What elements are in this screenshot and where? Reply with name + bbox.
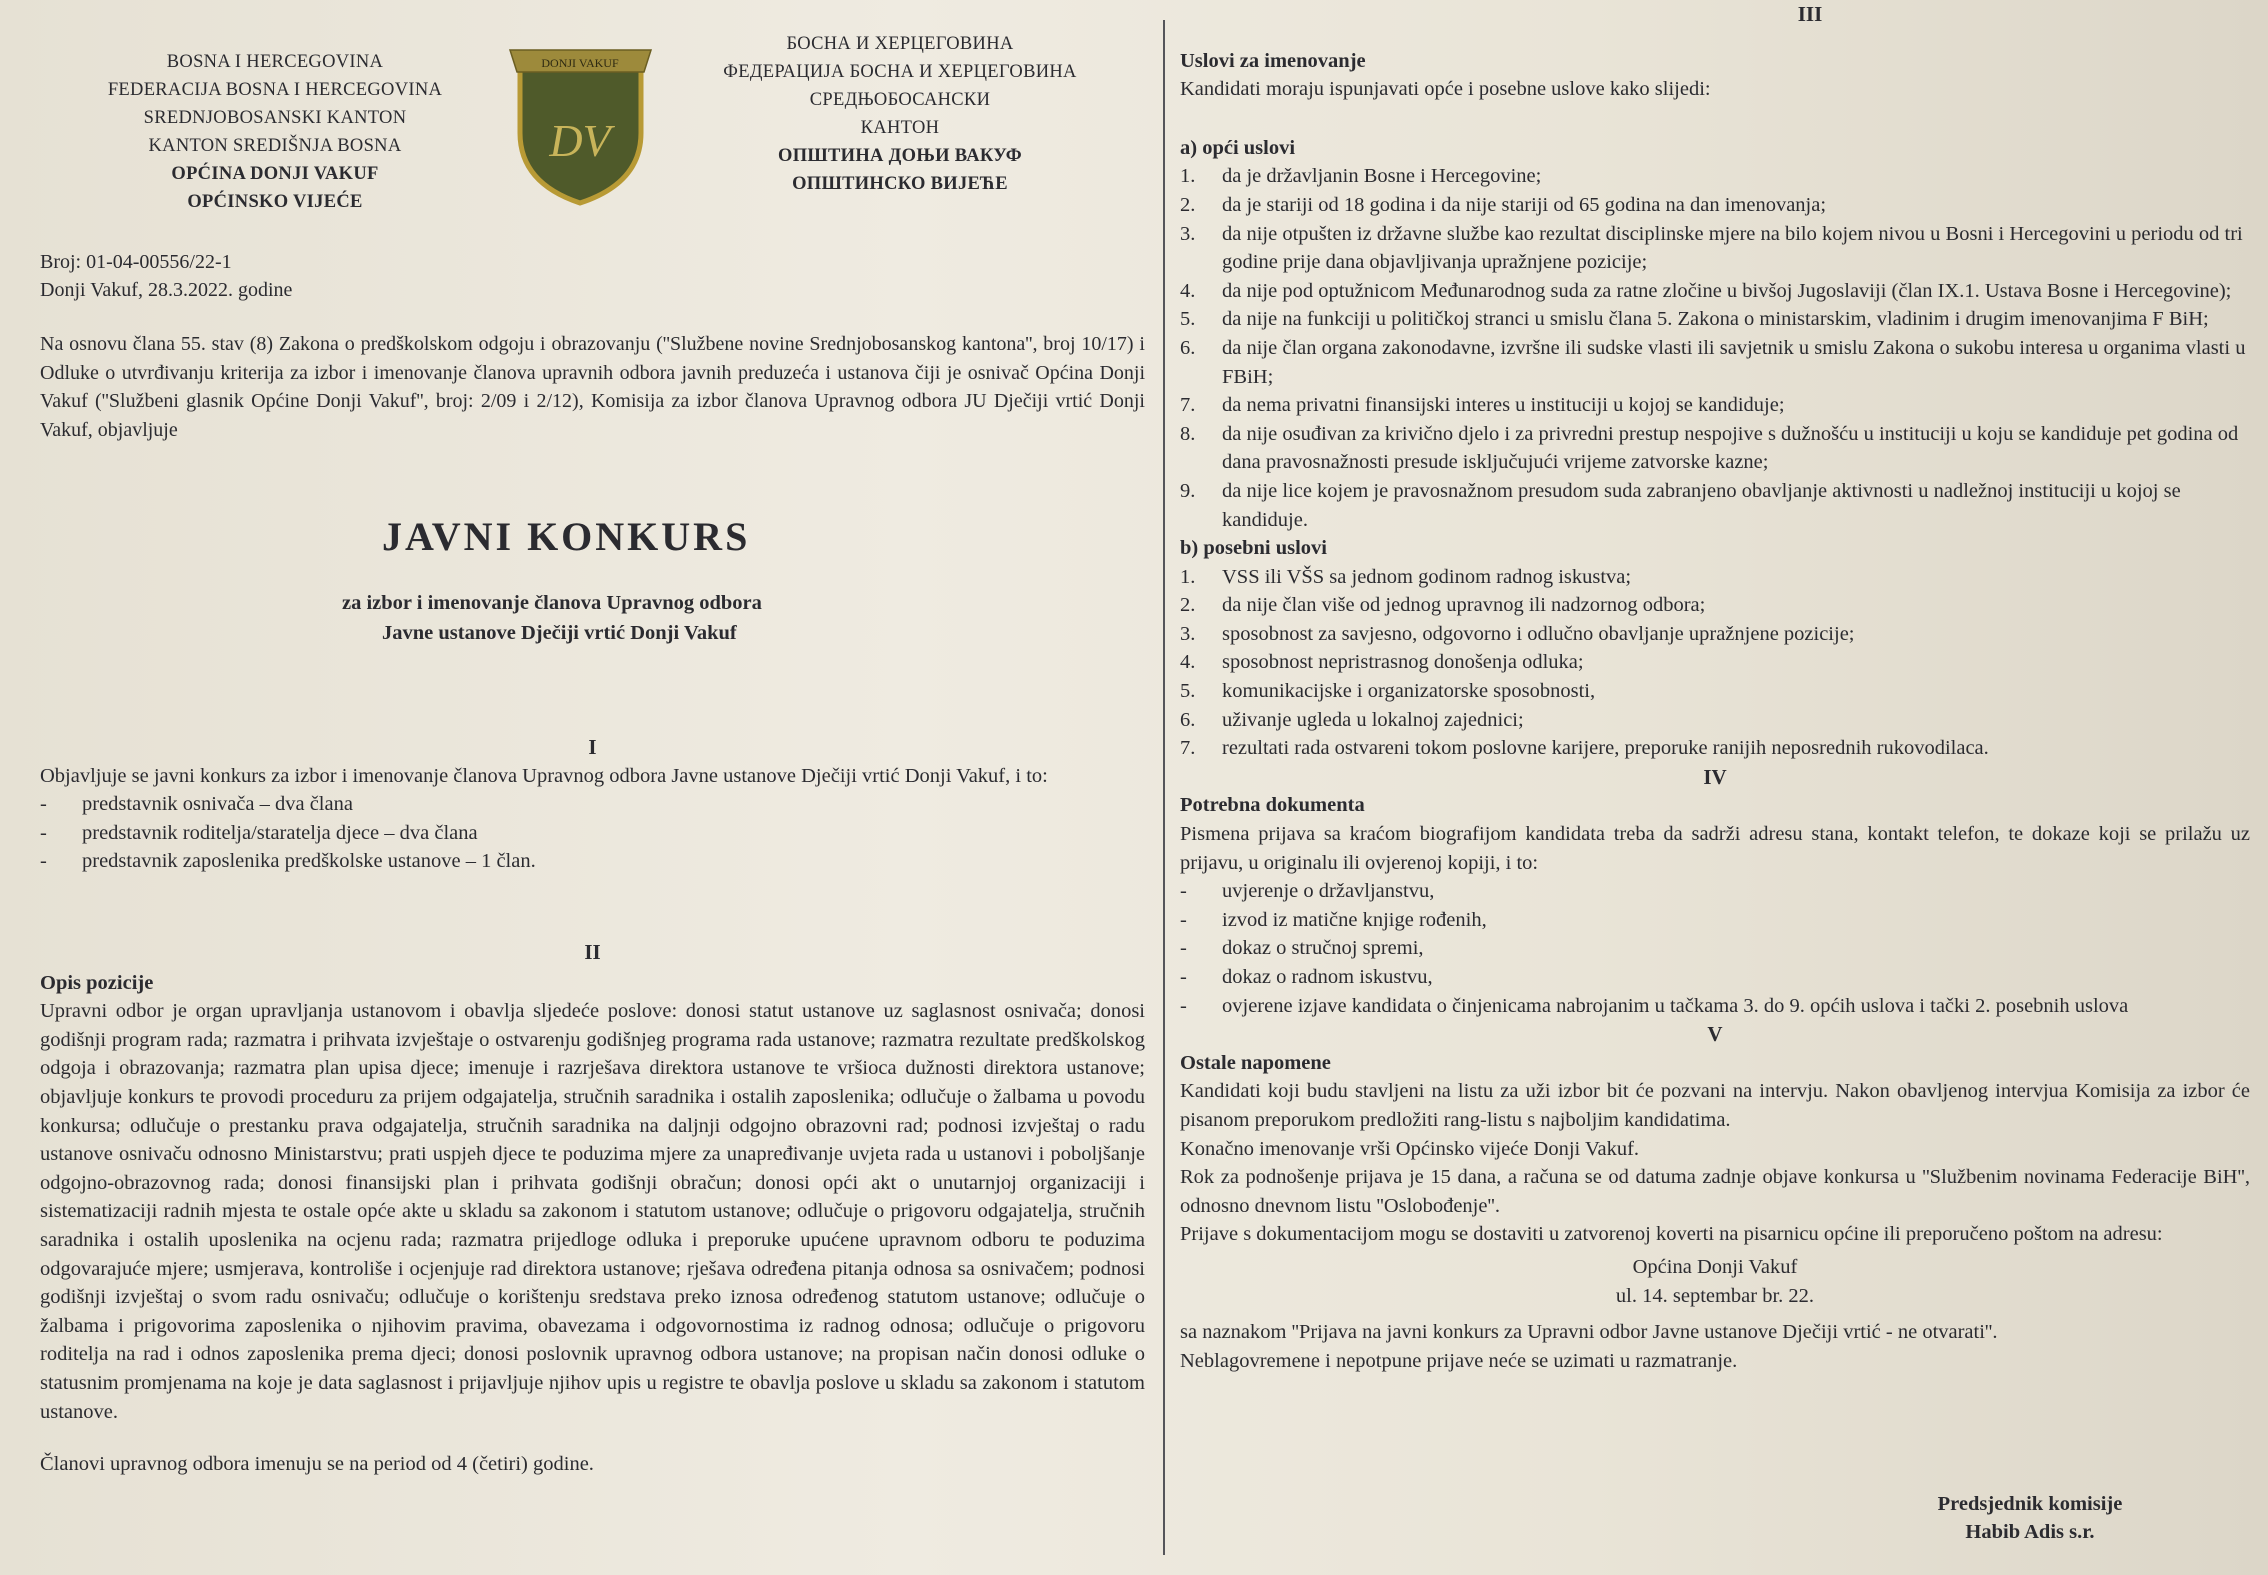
right-column — [1180, 0, 2250, 1375]
label-note: sa naznakom ''Prijava na javni konkurs za Upravni odbor Javne ustanove Dječiji vrtić - ne otvarati''. — [1180, 1321, 1998, 1344]
list-item: 1. da je državljanin Bosne i Hercegovine; — [1180, 165, 1542, 188]
list-item: 8. da nije osuđivan za krivično djelo i za privredni prestup nespojive s dužnošću u instituciji u koju se kandiduje pet godina od dana pravosnažnosti presude isključujući vrijeme zatvorske kazne; — [1180, 422, 2239, 474]
header-latin-line: SREDNJOBOSANSKI KANTON — [143, 108, 407, 128]
section-5-heading: Ostale napomene — [1180, 1051, 1331, 1074]
list-item: 5. komunikacijske i organizatorske sposobnosti, — [1180, 680, 1596, 703]
list-item: 7. da nema privatni finansijski interes u instituciji u kojoj se kandiduje; — [1180, 394, 1785, 417]
list-item: - predstavnik roditelja/staratelja djece – dva člana — [40, 819, 1145, 848]
header-latin-line: FEDERACIJA BOSNA I HERCEGOVINA — [107, 80, 443, 100]
signature-role: Predsjednik komisije — [1937, 1493, 2123, 1515]
list-item: - predstavnik zaposlenika predškolske ustanove – 1 član. — [40, 847, 1145, 876]
crest-banner-text: DONJI VAKUF — [541, 56, 619, 70]
list-item: - ovjerene izjave kandidata o činjenicama nabrojanim u tačkama 3. do 9. općih uslova i tački 2. posebnih uslova — [1180, 992, 2250, 1021]
list-item: 1. VSS ili VŠS sa jednom godinom radnog iskustva; — [1180, 565, 1632, 588]
document-meta — [40, 248, 640, 304]
subtitle-line: za izbor i imenovanje članova Upravnog odbora — [342, 592, 762, 614]
document-number: Broj: 01-04-00556/22-1 — [40, 251, 232, 273]
address-line: ul. 14. septembar br. 22. — [1615, 1284, 1815, 1307]
notes-paragraph: Kandidati koji budu stavljeni na listu za uži izbor bit će pozvani na intervju. Nakon obavljenog intervjua Komisija za izbor će pisanom preporukom predložiti rang-listu s najboljim kandidatima. — [1180, 1080, 2250, 1131]
section-4-text: Pismena prijava sa kraćom biografijom kandidata treba da sadrži adresu stana, kontakt telefon, te dokaze koji se prilažu uz prijavu, u originalu ili ovjerenoj kopiji, i to: — [1180, 823, 2250, 874]
documents-list — [1180, 877, 2250, 1020]
header-latin-line: BOSNA I HERCEGOVINA — [166, 52, 384, 72]
list-item: - izvod iz matične knjige rođenih, — [1180, 906, 2250, 935]
header-cyrillic-line: КАНТОН — [860, 118, 940, 138]
intro-paragraph: Na osnovu člana 55. stav (8) Zakona o predškolskom odgoju i obrazovanju (''Službene novine Srednjobosanskog kantona'', broj 10/17) i Odluke o utvrđivanju kriterija za izbor i imenovanje članova upravnih odbora javnih preduzeća i ustanova čiji je osnivač Općina Donji Vakuf (''Službeni glasnik Općine Donji Vakuf'', broj: 2/09 i 2/12), Komisija za izbor članova Upravnog odbora JU Dječiji vrtić Donji Vakuf, objavljuje — [40, 333, 1145, 441]
list-item: 6. uživanje ugleda u lokalnoj zajednici; — [1180, 708, 1524, 731]
list-item: - dokaz o radnom iskustvu, — [1180, 963, 2250, 992]
section-4-heading: Potrebna dokumenta — [1180, 794, 1365, 817]
list-item: 3. da nije otpušten iz državne službe kao rezultat disciplinske mjere na bilo kojem nivou u Bosni i Hercegovini u periodu od tri godine prije dana objavljivanja upražnjene pozicije; — [1180, 222, 2243, 274]
special-conditions-list — [1180, 563, 2250, 763]
header-cyrillic-line: БОСНА И ХЕРЦЕГОВИНА — [786, 34, 1014, 54]
list-item: 4. da nije pod optužnicom Međunarodnog suda za ratne zločine u bivšoj Jugoslaviji (član IX.1. Ustava Bosne i Hercegovine); — [1180, 279, 2232, 302]
section-1 — [40, 733, 1145, 876]
list-item: 2. da je stariji od 18 godina i da nije stariji od 65 godina na dan imenovanja; — [1180, 193, 1827, 216]
list-item: - dokaz o stručnoj spremi, — [1180, 934, 2250, 963]
special-conditions-heading: b) posebni uslovi — [1180, 537, 1327, 560]
list-item: 4. sposobnost nepristrasnog donošenja odluka; — [1180, 651, 1584, 674]
section-3-heading: Uslovi za imenovanje — [1180, 49, 1366, 72]
section-number: III — [1797, 2, 1823, 26]
header-latin-line: KANTON SREDIŠNJA BOSNA — [148, 136, 402, 156]
header-latin-line: OPĆINSKO VIJEĆE — [187, 192, 363, 212]
list-item: 6. da nije član organa zakonodavne, izvršne ili sudske vlasti ili savjetnik u smislu Zakona o sukobu interesa u organima vlasti u FBiH; — [1180, 336, 2246, 388]
section-number: V — [1707, 1022, 1723, 1047]
section-1-text: Objavljuje se javni konkurs za izbor i imenovanje članova Upravnog odbora Javne ustanove Dječiji vrtić Donji Vakuf, i to: — [40, 764, 1048, 787]
list-item: - predstavnik osnivača – dva člana — [40, 790, 1145, 819]
list-item: - uvjerenje o državljanstvu, — [1180, 877, 2250, 906]
header-latin — [75, 48, 475, 216]
list-item: 9. da nije lice kojem je pravosnažnom presudom suda zabranjeno obavljanje aktivnosti u nadležnoj instituciji u kojoj se kandiduje. — [1180, 479, 2181, 531]
section-2 — [40, 938, 1145, 1479]
final-note: Neblagovremene i nepotpune prijave neće se uzimati u razmatranje. — [1180, 1349, 1738, 1372]
column-divider — [1163, 20, 1165, 1555]
header-cyrillic-line: ФЕДЕРАЦИЈА БОСНА И ХЕРЦЕГОВИНА — [723, 62, 1077, 82]
list-item: 7. rezultati rada ostvareni tokom poslovne karijere, preporuke ranijih neposrednih rukovodilaca. — [1180, 737, 1989, 760]
crest-monogram: DV — [549, 115, 611, 166]
header-latin-line: OPĆINA DONJI VAKUF — [171, 164, 379, 184]
signature-block — [1860, 1490, 2200, 1546]
section-number: I — [588, 735, 597, 759]
signature-name: Habib Adis s.r. — [1965, 1521, 2095, 1543]
header-cyrillic-line: ОПШТИНА ДОЊИ ВАКУФ — [778, 146, 1022, 166]
subtitle-line: Javne ustanove Dječiji vrtić Donji Vakuf — [382, 622, 737, 644]
list-item: 5. da nije na funkciji u političkoj stranci u smislu člana 5. Zakona o ministarskim, vladinim i drugim imenovanjima F BiH; — [1180, 308, 2209, 331]
document-title: JAVNI KONKURS — [382, 514, 751, 559]
header-cyrillic-line: СРЕДЊОБОСАНСКИ — [809, 90, 991, 110]
list-item: 2. da nije član više od jednog upravnog ili nadzornog odbora; — [1180, 594, 1706, 617]
municipality-crest-icon — [508, 38, 653, 208]
section-3-text: Kandidati moraju ispunjavati opće i posebne uslove kako slijedi: — [1180, 78, 1711, 101]
notes-paragraph: Prijave s dokumentacijom mogu se dostaviti u zatvorenoj koverti na pisarnicu općine ili preporučeno poštom na adresu: — [1180, 1223, 2163, 1246]
document-date: Donji Vakuf, 28.3.2022. godine — [40, 279, 293, 301]
document-subtitle — [300, 588, 1000, 648]
section-2-text: Upravni odbor je organ upravljanja ustanovom i obavlja sljedeće poslove: donosi statut ustanove uz saglasnost osnivača; donosi godišnji program rada; razmatra i prihvata izvještaje o ostvarenju godišnjeg programa rada ustanove; razmatra rezultate predškolskog odgoja i obrazovanja; razmatra plan upisa djece; imenuje i razrješava direktora ustanove te vršioca dužnosti direktora ustanove; objavljuje konkurs te provodi proceduru za prijem odgajatelja, stručnih saradnika i ostalih zaposlenika; odlučuje o žalbama u povodu konkursa; odlučuje o prestanku prava odgajatelja, stručnih saradnika na daljnji odgojno obrazovni rad; podnosi izvještaj o radu ustanove osnivaču odnosno Ministarstvu; prati uspjeh djece te poduzima mjere za unapređivanje uvjeta rada u ustanovi i poboljšanje odgojno-obrazovnog rada; donosi finansijski plan i prihvata godišnji obračun; donosi opći akt o unutarnjoj organizaciji i sistematizaciji radnih mjesta te ostale opće akte u skladu sa zakonom i statutom ustanove; odlučuje o prigovoru odgajatelja, stručnih saradnika i ostalih uposlenika na ocjenu rada; razmatra prijedloge odluka i preporuke upućene upravnom odboru te poduzima odgovarajuće mjere; usmjerava, kontroliše i ocjenjuje rad direktora ustanove; rješava određena pitanja odnosa sa osnivačem; podnosi godišnji izvještaj o svom radu osnivaču; odlučuje o korištenju sredstava preko iznosa određenog statutom ustanove; odlučuje o žalbama i prigovorima zaposlenika o njihovim pravima, obavezama i odgovornostima iz radnog odnosa; odlučuje o prigovoru roditelja na rad i odnos zaposlenika prema djeci; donosi poslovnik upravnog odbora ustanove; na propisan način donosi odluke o statusnim promjenama na koje je data saglasnost i prijavljuje njihov upis u registre te obavlja poslove u skladu sa zakonom i statutom ustanove. — [40, 1000, 1145, 1423]
general-conditions-heading: a) opći uslovi — [1180, 136, 1296, 159]
section-number: IV — [1703, 764, 1727, 789]
section-1-list — [40, 790, 1145, 876]
address-line: Općina Donji Vakuf — [1632, 1255, 1798, 1278]
section-2-heading: Opis pozicije — [40, 971, 154, 994]
header-cyrillic-line: ОПШТИНСКО ВИЈЕЋЕ — [792, 174, 1008, 194]
general-conditions-list — [1180, 162, 2250, 534]
section-number: II — [584, 940, 601, 964]
notes-paragraph: Rok za podnošenje prijava je 15 dana, a računa se od datuma zadnje objave konkursa u ''Službenim novinama Federacije BiH'', odnosno dnevnom listu ''Oslobođenje''. — [1180, 1166, 2250, 1217]
section-2-term: Članovi upravnog odbora imenuju se na period od 4 (četiri) godine. — [40, 1453, 594, 1476]
notes-paragraph: Konačno imenovanje vrši Općinsko vijeće Donji Vakuf. — [1180, 1137, 1640, 1160]
header-cyrillic — [695, 30, 1105, 198]
list-item: 3. sposobnost za savjesno, odgovorno i odlučno obavljanje upražnjene pozicije; — [1180, 622, 1855, 645]
